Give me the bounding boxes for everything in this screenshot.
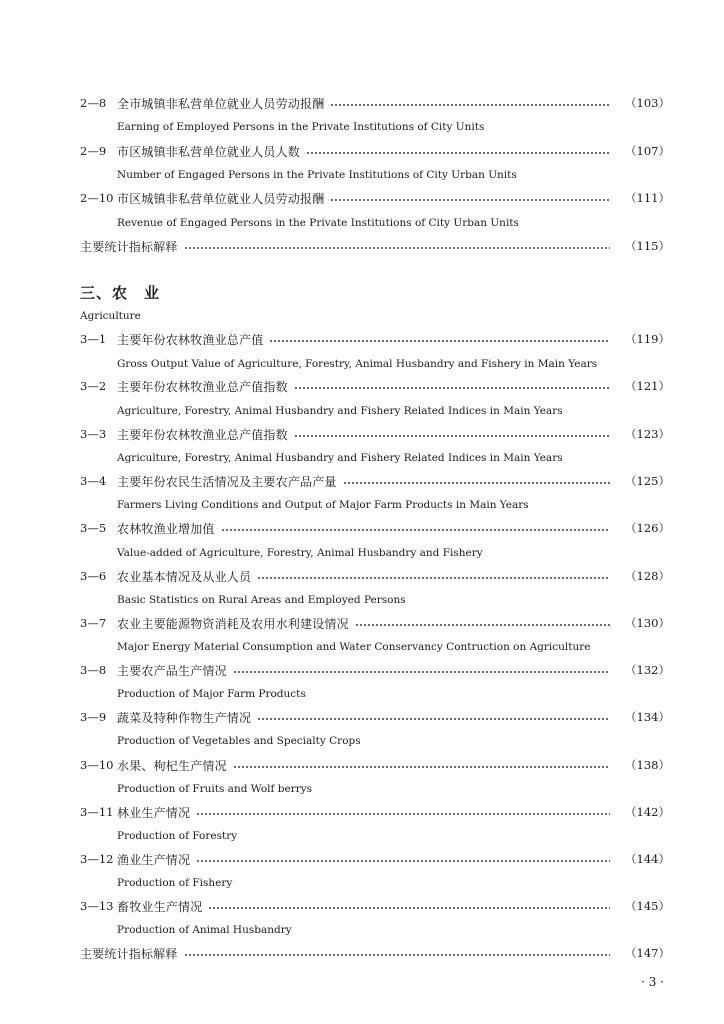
entry-title-en: Production of Animal Husbandry xyxy=(117,924,292,936)
entry-title-zh: 主要农产品生产情况 xyxy=(117,663,227,678)
entry-title-zh: 水果、枸杞生产情况 xyxy=(117,758,227,773)
entry-title-en: Production of Forestry xyxy=(117,830,238,842)
entry-number: 3—8 xyxy=(80,663,107,677)
entry-page-number: （134） xyxy=(625,710,670,724)
entry-number: 3—2 xyxy=(80,379,107,393)
entry-page-number: （111） xyxy=(625,191,670,205)
dot-leader xyxy=(269,340,610,342)
entry-title-zh: 农业基本情况及从业人员 xyxy=(117,569,252,584)
entry-title-zh-line xyxy=(117,566,614,586)
entry-page-number: （132） xyxy=(625,663,670,677)
entry-title-zh: 主要年份农林牧渔业总产值 xyxy=(117,332,264,347)
toc-entry-3-12[interactable] xyxy=(80,849,670,869)
entry-page-number: （128） xyxy=(625,569,670,583)
entry-title-zh: 农业主要能源物资消耗及农用水利建设情况 xyxy=(117,616,349,631)
entry-title-zh-line xyxy=(117,141,614,161)
toc-entry-2-8[interactable] xyxy=(80,93,670,113)
dot-leader xyxy=(294,387,610,389)
entry-number: 3—11 xyxy=(80,805,114,819)
toc-entry-3-1[interactable] xyxy=(80,329,670,349)
entry-number: 3—6 xyxy=(80,569,107,583)
entry-title-zh-line xyxy=(80,236,614,256)
entry-number: 2—8 xyxy=(80,96,107,110)
entry-title-zh: 主要年份农民生活情况及主要农产品产量 xyxy=(117,474,337,489)
entry-page-number: （130） xyxy=(625,616,670,630)
toc-entry-3-13[interactable] xyxy=(80,896,670,916)
toc-entry-3-2[interactable] xyxy=(80,376,670,396)
entry-page-number: （142） xyxy=(625,805,670,819)
entry-page-number: （147） xyxy=(625,946,670,960)
toc-entry-3-9[interactable] xyxy=(80,707,670,727)
dot-leader xyxy=(330,199,610,201)
entry-title-zh: 畜牧业生产情况 xyxy=(117,899,203,914)
entry-page-number: （123） xyxy=(625,427,670,441)
dot-leader xyxy=(257,577,610,579)
entry-title-zh: 全市城镇非私营单位就业人员劳动报酬 xyxy=(117,96,325,111)
entry-number: 3—4 xyxy=(80,474,107,488)
entry-page-number: （145） xyxy=(625,899,670,913)
entry-title-zh-line xyxy=(117,188,614,208)
dot-leader xyxy=(343,482,610,484)
entry-title-zh: 主要统计指标解释 xyxy=(80,946,178,961)
entry-title-en: Revenue of Engaged Persons in the Private Institutions of City Urban Units xyxy=(117,217,519,229)
entry-number: 3—13 xyxy=(80,899,114,913)
toc-entry-3-7[interactable] xyxy=(80,613,670,633)
entry-title-en: Production of Fruits and Wolf berrys xyxy=(117,783,313,795)
entry-title-en: Agriculture, Forestry, Animal Husbandry and Fishery Related Indices in Main Years xyxy=(117,405,563,417)
entry-title-zh: 主要年份农林牧渔业总产值指数 xyxy=(117,427,288,442)
dot-leader xyxy=(221,529,610,531)
entry-title-zh: 林业生产情况 xyxy=(117,805,191,820)
toc-entry-2-10[interactable] xyxy=(80,188,670,208)
entry-title-zh: 渔业生产情况 xyxy=(117,852,191,867)
entry-title-zh-line xyxy=(117,755,614,775)
dot-leader xyxy=(196,813,610,815)
entry-title-en: Number of Engaged Persons in the Private Institutions of City Urban Units xyxy=(117,169,517,181)
entry-title-zh-line xyxy=(117,802,614,822)
entry-title-zh: 蔬菜及特种作物生产情况 xyxy=(117,710,252,725)
entry-page-number: （126） xyxy=(625,521,670,535)
page-folio: · 3 · xyxy=(641,975,664,989)
entry-page-number: （144） xyxy=(625,852,670,866)
dot-leader xyxy=(257,718,610,720)
entry-number: 2—10 xyxy=(80,191,114,205)
toc-entry-explanation-top[interactable] xyxy=(80,236,670,256)
entry-title-zh: 主要统计指标解释 xyxy=(80,239,178,254)
entry-title-zh-line xyxy=(117,471,614,491)
toc-entry-3-4[interactable] xyxy=(80,471,670,491)
dot-leader xyxy=(294,435,610,437)
dot-leader xyxy=(184,247,610,249)
entry-title-en: Production of Major Farm Products xyxy=(117,688,306,700)
entry-page-number: （103） xyxy=(625,96,670,110)
entry-title-en: Value-added of Agriculture, Forestry, Animal Husbandry and Fishery xyxy=(117,547,483,559)
toc-entry-3-10[interactable] xyxy=(80,755,670,775)
entry-title-en: Earning of Employed Persons in the Private Institutions of City Units xyxy=(117,121,485,133)
toc-entry-3-6[interactable] xyxy=(80,566,670,586)
toc-entry-explanation-bottom[interactable] xyxy=(80,943,670,963)
entry-title-en: Production of Fishery xyxy=(117,877,233,889)
entry-title-zh-line xyxy=(80,943,614,963)
entry-title-zh-line xyxy=(117,518,614,538)
entry-number: 2—9 xyxy=(80,144,107,158)
dot-leader xyxy=(233,766,610,768)
entry-number: 3—10 xyxy=(80,758,114,772)
entry-page-number: （115） xyxy=(625,239,670,253)
entry-title-zh-line xyxy=(117,660,614,680)
entry-page-number: （125） xyxy=(625,474,670,488)
entry-number: 3—9 xyxy=(80,710,107,724)
entry-title-zh-line xyxy=(117,329,614,349)
entry-title-zh-line xyxy=(117,849,614,869)
entry-page-number: （107） xyxy=(625,144,670,158)
section-subtitle: Agriculture xyxy=(80,310,141,322)
entry-page-number: （119） xyxy=(625,332,670,346)
dot-leader xyxy=(233,671,610,673)
entry-title-en: Farmers Living Conditions and Output of Major Farm Products in Main Years xyxy=(117,499,529,511)
entry-title-zh: 市区城镇非私营单位就业人员劳动报酬 xyxy=(117,191,325,206)
entry-title-zh-line xyxy=(117,707,614,727)
toc-entry-3-8[interactable] xyxy=(80,660,670,680)
entry-title-zh: 农林牧渔业增加值 xyxy=(117,521,215,536)
entry-title-zh-line xyxy=(117,424,614,444)
entry-page-number: （138） xyxy=(625,758,670,772)
section-title: 三、农 业 xyxy=(80,284,161,302)
entry-title-zh: 市区城镇非私营单位就业人员人数 xyxy=(117,144,301,159)
dot-leader xyxy=(208,907,610,909)
entry-number: 3—3 xyxy=(80,427,107,441)
entry-title-en: Agriculture, Forestry, Animal Husbandry and Fishery Related Indices in Main Years xyxy=(117,452,563,464)
dot-leader xyxy=(306,152,610,154)
toc-entry-2-9[interactable] xyxy=(80,141,670,161)
toc-entry-3-3[interactable] xyxy=(80,424,670,444)
entry-title-zh-line xyxy=(117,613,614,633)
entry-title-en: Major Energy Material Consumption and Water Conservancy Contruction on Agriculture xyxy=(117,641,591,653)
entry-title-zh: 主要年份农林牧渔业总产值指数 xyxy=(117,379,288,394)
entry-number: 3—7 xyxy=(80,616,107,630)
toc-entry-3-5[interactable] xyxy=(80,518,670,538)
entry-title-en: Gross Output Value of Agriculture, Forestry, Animal Husbandry and Fishery in Main Years xyxy=(117,358,598,370)
dot-leader xyxy=(355,624,610,626)
entry-number: 3—12 xyxy=(80,852,114,866)
dot-leader xyxy=(184,954,610,956)
dot-leader xyxy=(330,104,610,106)
entry-title-zh-line xyxy=(117,93,614,113)
entry-title-en: Production of Vegetables and Specialty Crops xyxy=(117,735,361,747)
dot-leader xyxy=(196,860,610,862)
entry-title-zh-line xyxy=(117,896,614,916)
entry-number: 3—5 xyxy=(80,521,107,535)
entry-number: 3—1 xyxy=(80,332,107,346)
entry-title-zh-line xyxy=(117,376,614,396)
entry-title-en: Basic Statistics on Rural Areas and Employed Persons xyxy=(117,594,406,606)
entry-page-number: （121） xyxy=(625,379,670,393)
toc-entry-3-11[interactable] xyxy=(80,802,670,822)
